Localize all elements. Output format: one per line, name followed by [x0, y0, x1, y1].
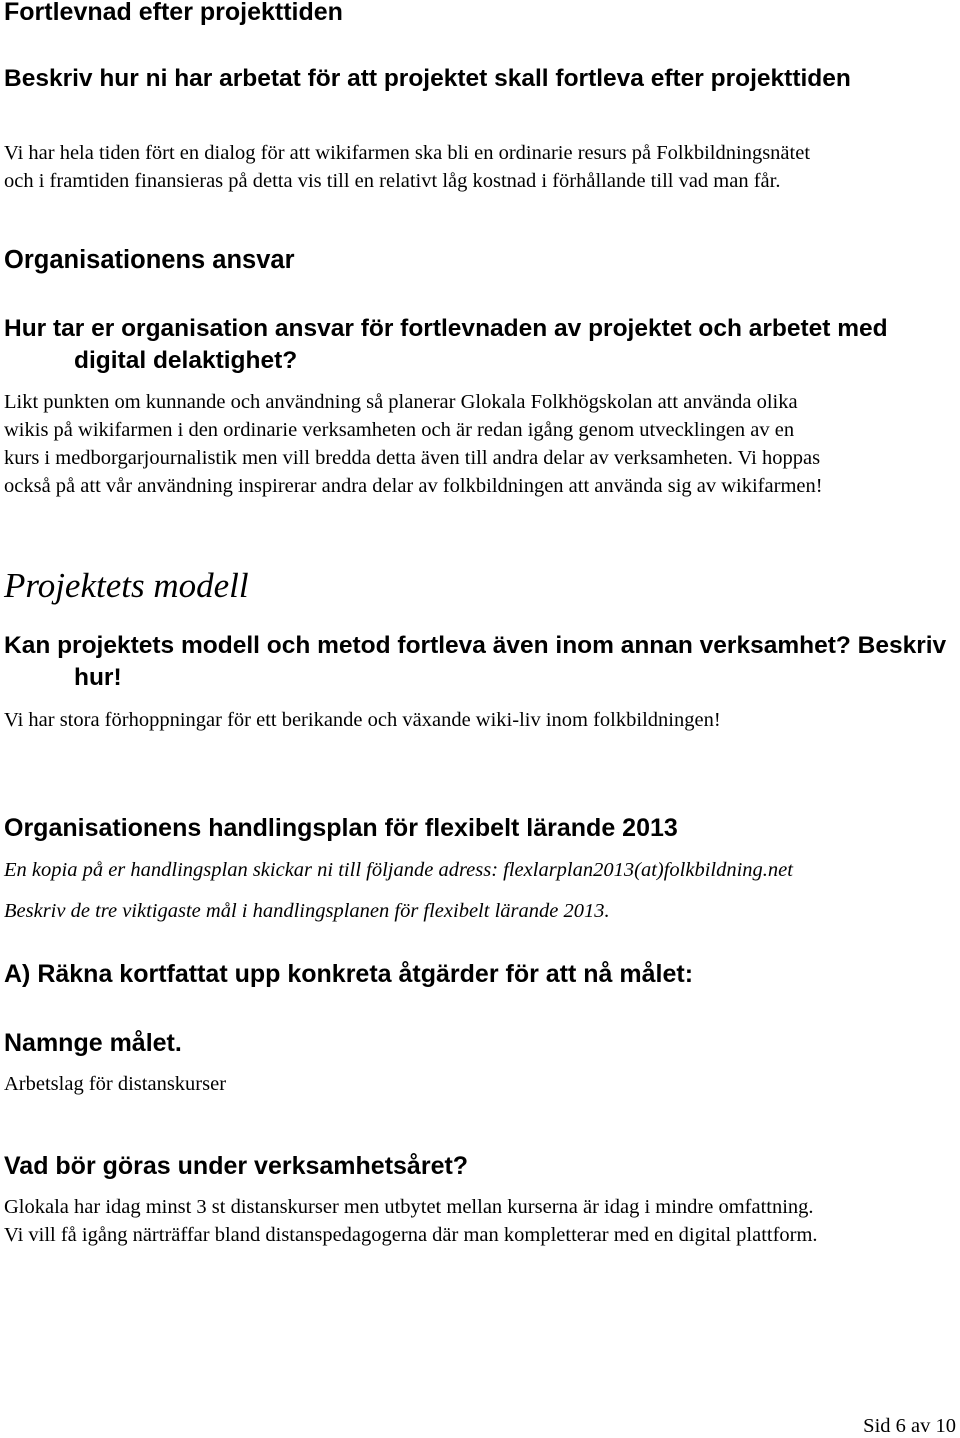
question-ansvar: Hur tar er organisation ansvar för fortlevnaden av projektet och arbetet med digital delaktighet? — [4, 315, 888, 374]
answer-line: Glokala har idag minst 3 st distanskurser men utbytet mellan kurserna är idag i mindre omfattning. — [4, 1196, 814, 1218]
heading-a-actions: A) Räkna kortfattat upp konkreta åtgärder för att nå målet: — [4, 960, 694, 988]
question-modell: Kan projektets modell och metod fortleva även inom annan verksamhet? Beskriv hur! — [4, 632, 947, 691]
answer-line: Vi har stora förhoppningar för ett berikande och växande wiki-liv inom folkbildningen! — [4, 709, 721, 731]
answer-line: också på att vår användning inspirerar andra delar av folkbildningen att använda sig av wikifarmen! — [4, 475, 823, 497]
handlingsplan-note-goals: Beskriv de tre viktigaste mål i handlingsplanen för flexibelt lärande 2013. — [4, 900, 610, 922]
answer-modell — [4, 706, 956, 734]
answer-line: Vi har hela tiden fört en dialog för att wikifarmen ska bli en ordinarie resurs på Folkbildningsnätet — [4, 142, 811, 164]
section-title-handlingsplan: Organisationens handlingsplan för flexibelt lärande 2013 — [4, 814, 678, 842]
section-title-fortlevnad: Fortlevnad efter projekttiden — [4, 0, 343, 26]
question-fortlevnad: Beskriv hur ni har arbetat för att projektet skall fortleva efter projekttiden — [4, 65, 851, 92]
answer-line: Likt punkten om kunnande och användning så planerar Glokala Folkhögskolan att använda olika — [4, 391, 798, 413]
section-title-ansvar: Organisationens ansvar — [4, 246, 295, 274]
heading-name-goal: Namnge målet. — [4, 1029, 182, 1057]
answer-line: Vi vill få igång närträffar bland distanspedagogerna där man kompletterar med en digital plattform. — [4, 1224, 818, 1246]
handlingsplan-note-address: En kopia på er handlingsplan skickar ni till följande adress: flexlarplan2013(at)folkbildning.net — [4, 859, 793, 881]
answer-line: wikis på wikifarmen i den ordinarie verksamheten och är redan igång genom utvecklingen av en — [4, 419, 795, 441]
answer-name-goal — [4, 1070, 956, 1098]
answer-ansvar — [4, 388, 956, 500]
section-title-modell: Projektets modell — [4, 566, 249, 605]
answer-fortlevnad — [4, 139, 956, 195]
answer-todo — [4, 1193, 956, 1249]
answer-line: kurs i medborgarjournalistik men vill bredda detta även till andra delar av verksamheten. Vi hoppas — [4, 447, 821, 469]
page-number: Sid 6 av 10 — [863, 1415, 956, 1437]
answer-line: Arbetslag för distanskurser — [4, 1073, 227, 1095]
heading-todo: Vad bör göras under verksamhetsåret? — [4, 1152, 469, 1180]
answer-line: och i framtiden finansieras på detta vis till en relativt låg kostnad i förhållande till vad man får. — [4, 170, 781, 192]
